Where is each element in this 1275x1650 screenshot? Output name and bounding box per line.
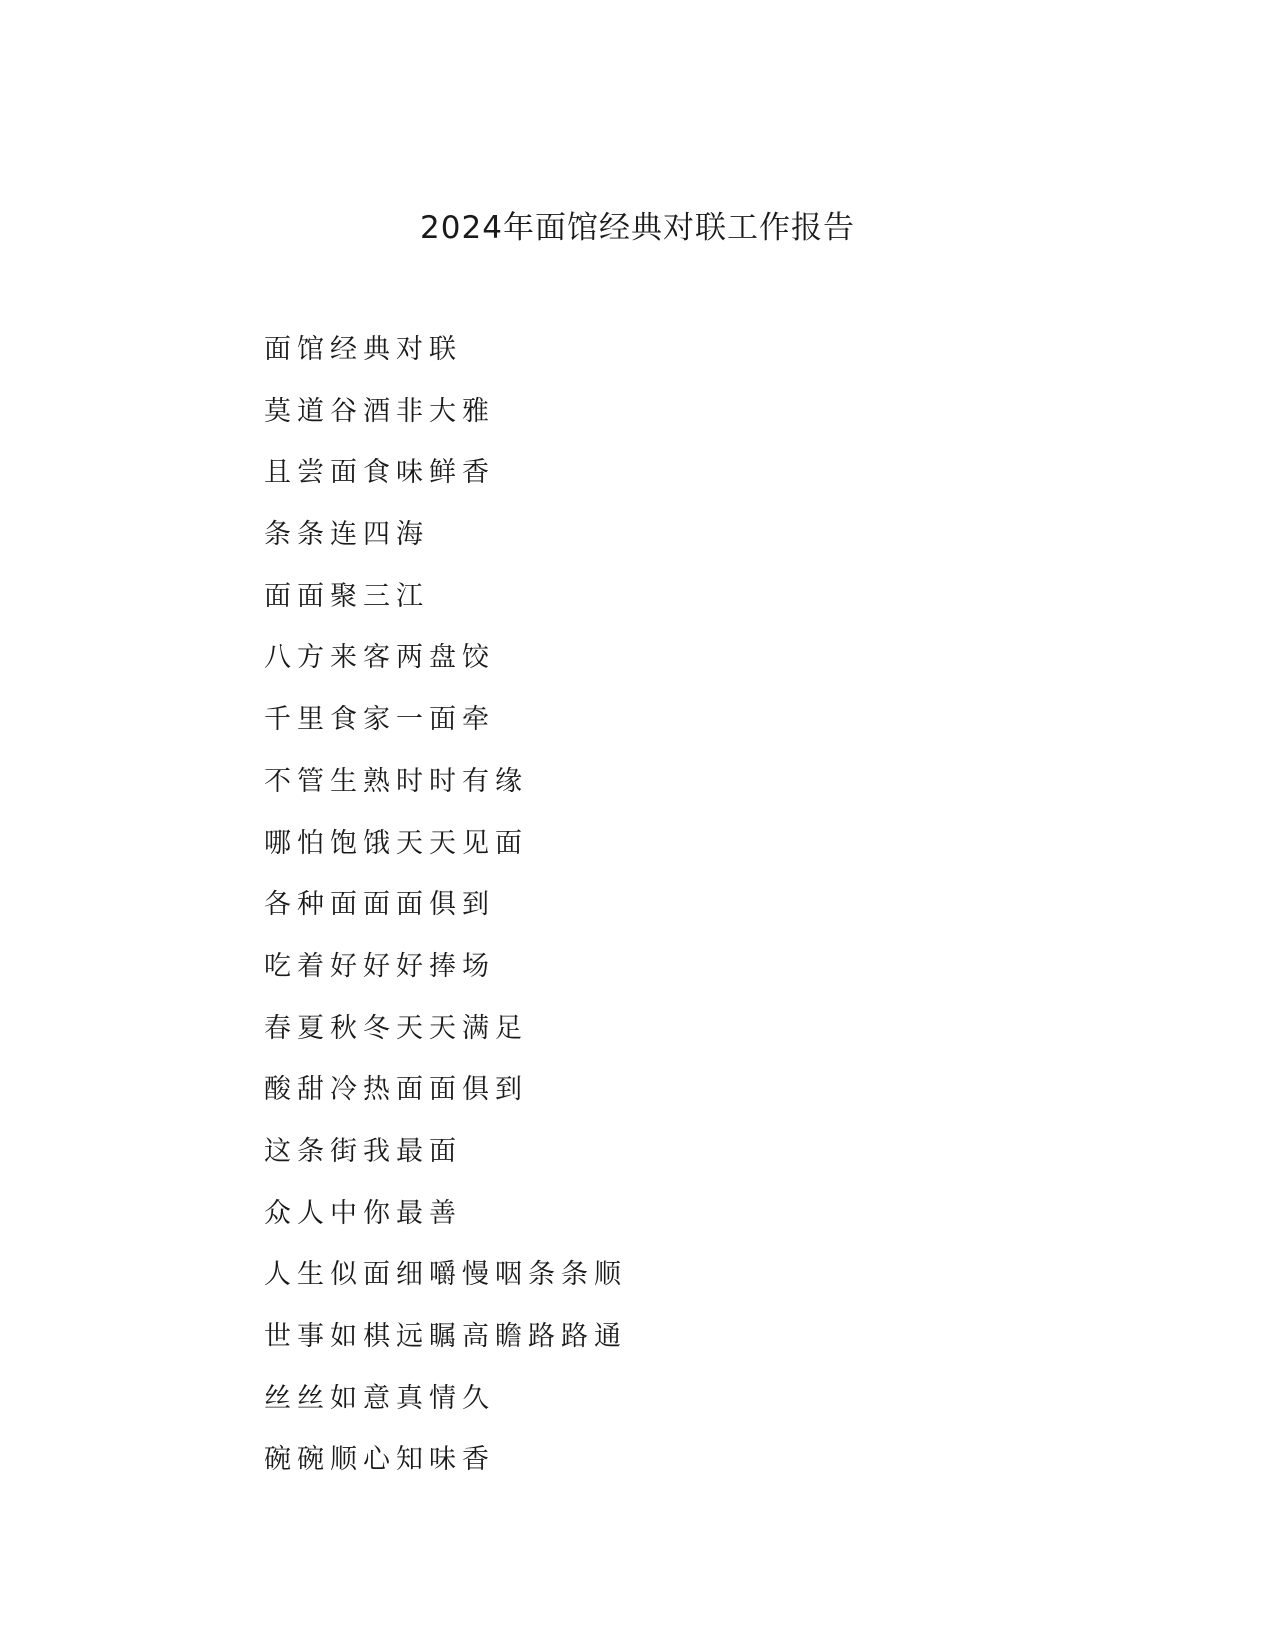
couplet-list [264,330,627,1502]
couplet-line: 这条街我最面 [264,1135,462,1167]
couplet-line: 世事如棋远瞩高瞻路路通 [264,1321,627,1352]
couplet-line: 碗碗顺心知味香 [264,1444,495,1476]
couplet-line: 各种面面面俱到 [264,889,495,921]
couplet-line: 人生似面细嚼慢咽条条顺 [264,1259,627,1291]
couplet-line: 条条连四海 [264,519,429,551]
couplet-line: 哪怕饱饿天天见面 [264,827,528,859]
couplet-line: 众人中你最善 [264,1197,462,1229]
document-title: 2024年面馆经典对联工作报告 [420,210,855,246]
couplet-line: 莫道谷酒非大雅 [264,395,495,427]
couplet-line: 酸甜冷热面面俱到 [264,1074,528,1106]
couplet-line: 八方来客两盘饺 [264,642,495,674]
couplet-line: 春夏秋冬天天满足 [264,1012,528,1044]
couplet-line: 且尝面食味鲜香 [264,457,495,489]
couplet-line: 面馆经典对联 [264,334,462,365]
couplet-line: 丝丝如意真情久 [264,1382,495,1414]
couplet-line: 不管生熟时时有缘 [264,765,528,797]
couplet-line: 千里食家一面牵 [264,704,495,736]
couplet-line: 吃着好好好捧场 [264,950,495,982]
couplet-line: 面面聚三江 [264,580,429,612]
